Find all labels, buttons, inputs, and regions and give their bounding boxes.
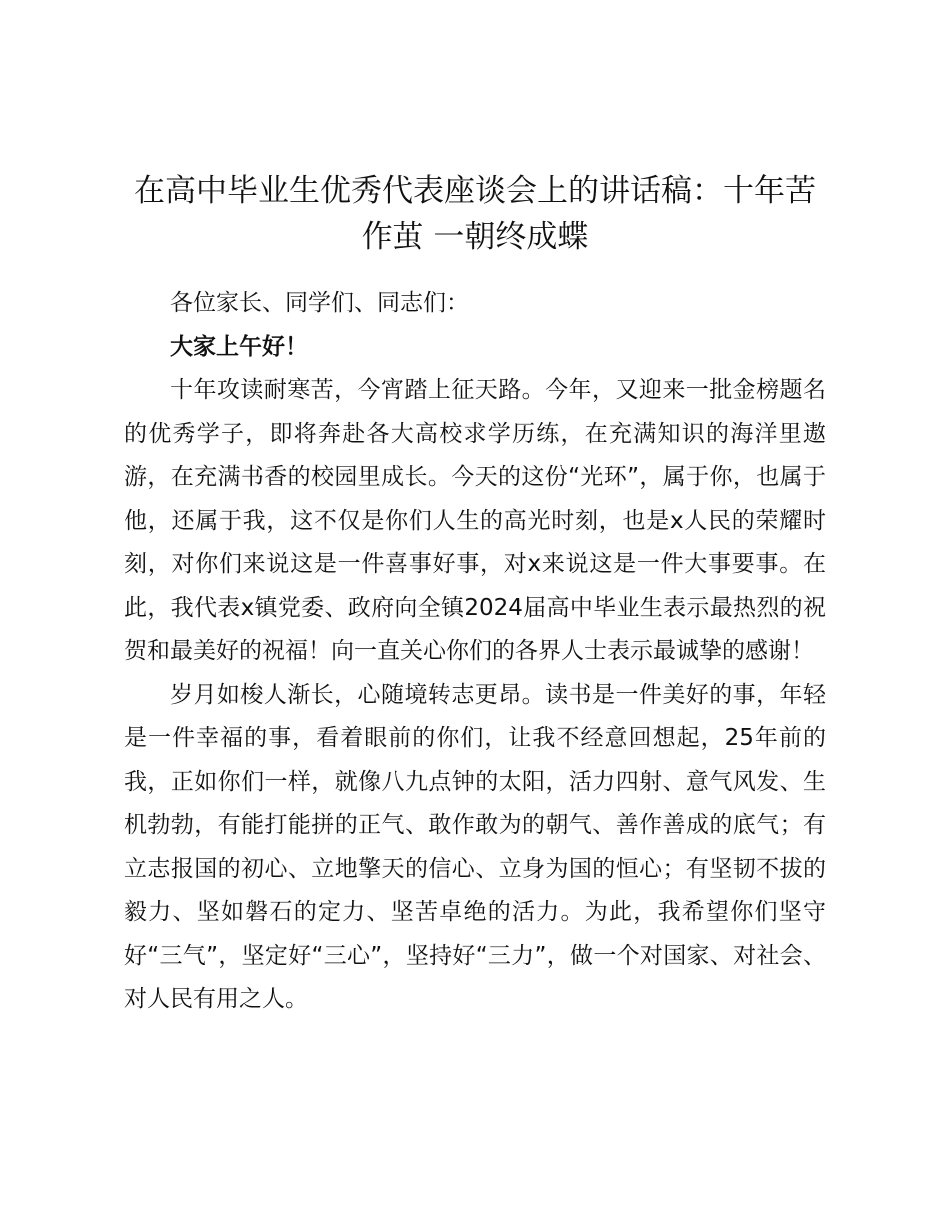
document-body	[124, 282, 826, 1022]
paragraph-1: 十年攻读耐寒苦，今宵踏上征天路。今年，又迎来一批金榜题名的优秀学子，即将奔赴各大高校求学历练，在充满知识的海洋里遨游，在充满书香的校园里成长。今天的这份“光环”，属于你，也属于他，还属于我，这不仅是你们人生的高光时刻，也是x人民的荣耀时刻，对你们来说这是一件喜事好事，对x来说这是一件大事要事。在此，我代表x镇党委、政府向全镇2024届高中毕业生表示最热烈的祝贺和最美好的祝福！向一直关心你们的各界人士表示最诚挚的感谢！	[124, 377, 826, 664]
document-title: 在高中毕业生优秀代表座谈会上的讲话稿：十年苦作茧 一朝终成蝶	[134, 173, 816, 255]
salutation: 各位家长、同学们、同志们：	[170, 290, 469, 316]
paragraph-2: 岁月如梭人渐长，心随境转志更昂。读书是一件美好的事，年轻是一件幸福的事，看着眼前的你们，让我不经意回想起，25年前的我，正如你们一样，就像八九点钟的太阳，活力四射、意气风发、生机勃勃，有能打能拼的正气、敢作敢为的朝气、善作善成的底气；有立志报国的初心、立地擎天的信心、立身为国的恒心；有坚韧不拔的毅力、坚如磐石的定力、坚苦卓绝的活力。为此，我希望你们坚守好“三气”，坚定好“三心”，坚持好“三力”，做一个对国家、对社会、对人民有用之人。	[124, 681, 826, 1012]
greeting: 大家上午好！	[170, 333, 308, 360]
